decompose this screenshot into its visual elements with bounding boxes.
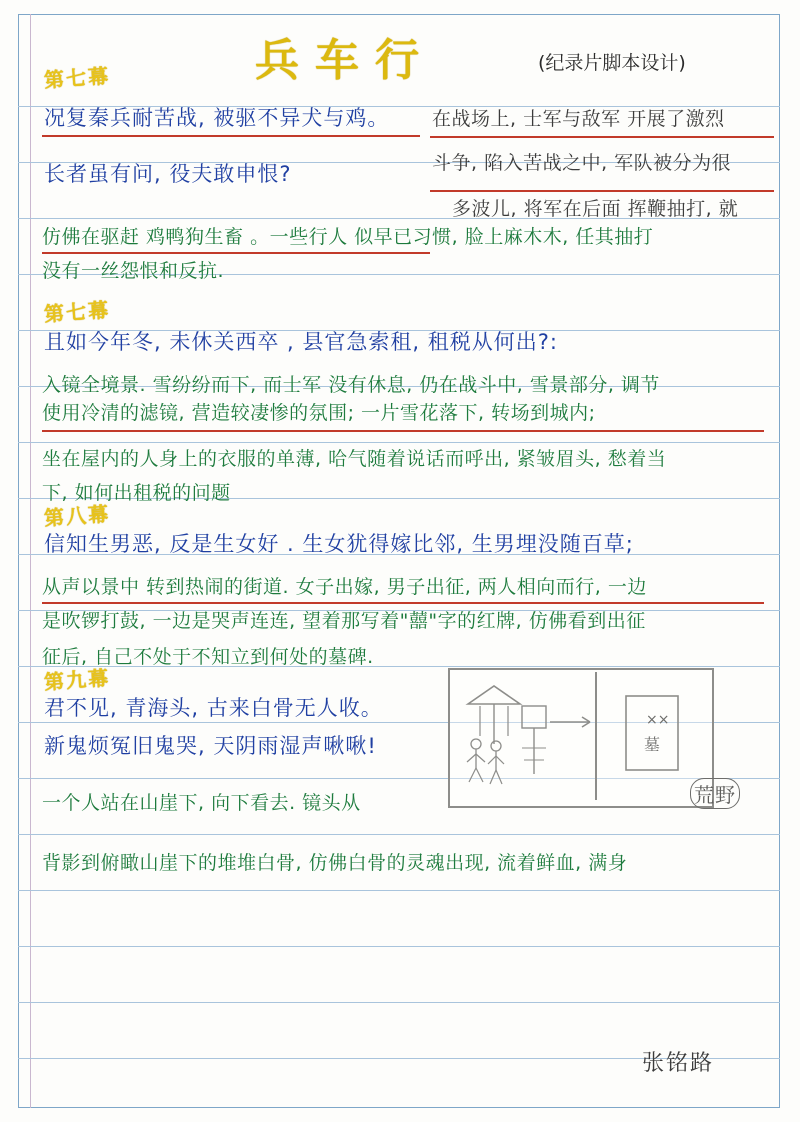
red-underline [430,136,774,138]
verse-line: 且如今年冬, 未休关西卒 , 县官急索租, 租税从何出?: [44,330,558,354]
red-underline [42,430,764,432]
verse-line: 信知生男恶, 反是生女好 . 生女犹得嫁比邻, 生男埋没随百草; [44,532,634,556]
page-title: 兵车行 [255,35,435,86]
scene-note: 使用冷清的滤镜, 营造较凄惨的氛围; 一片雪花落下, 转场到城内; [42,402,596,424]
scene-note: 一个人站在山崖下, 向下看去. 镜头从 [42,792,361,814]
red-underline [42,602,764,604]
scene-note: 征后, 自己不处于不知立到何处的墓碑. [42,646,374,668]
scene-tag-1: 第七幕 [43,65,111,93]
scene-note: 没有一丝怨恨和反抗. [42,260,225,282]
scene-note: 是吹锣打鼓, 一边是哭声连连, 望着那写着"囍"字的红牌, 仿佛看到出征 [42,610,646,632]
scene-tag-3: 第八幕 [43,503,111,531]
scene-note: 斗争, 陷入苦战之中, 军队被分为很 [432,152,732,174]
scene-note: 从声以景中 转到热闹的街道. 女子出嫁, 男子出征, 两人相向而行, 一边 [42,576,647,598]
scene-note: 多波儿, 将军在后面 挥鞭抽打, 就 [452,198,739,220]
red-underline [42,252,430,254]
scene-note: 背影到俯瞰山崖下的堆堆白骨, 仿佛白骨的灵魂出现, 流着鲜血, 满身 [42,852,628,874]
verse-line: 况复秦兵耐苦战, 被驱不异犬与鸡。 [44,106,390,130]
svg-text:××: ×× [646,712,670,728]
svg-text:墓: 墓 [644,735,661,754]
red-underline [42,135,420,137]
scene-note: 在战场上, 士军与敌军 开展了激烈 [432,108,725,130]
scene-note: 仿佛在驱赶 鸡鸭狗生畜 。一些行人 似早已习惯, 脸上麻木木, 任其抽打 [42,226,654,248]
red-underline [430,190,774,192]
verse-line: 君不见, 青海头, 古来白骨无人收。 [44,696,383,720]
verse-line: 新鬼烦冤旧鬼哭, 天阴雨湿声啾啾! [44,734,377,758]
scene-note: 坐在屋内的人身上的衣服的单薄, 哈气随着说话而呼出, 紧皱眉头, 愁着当 [42,448,667,470]
scene-note: 入镜全境景. 雪纷纷而下, 而士军 没有休息, 仍在战斗中, 雪景部分, 调节 [42,374,660,396]
scene-note: 下, 如何出租税的问题 [42,482,231,504]
sketch-drawing [450,670,708,802]
scene-tag-4: 第九幕 [43,667,111,695]
storyboard-sketch [448,668,714,808]
page-subtitle: (纪录片脚本设计) [538,52,686,74]
sketch-label: 荒野 [690,778,740,809]
verse-line: 长者虽有问, 役夫敢申恨? [44,162,292,186]
signature: 张铭路 [641,1051,714,1076]
scene-tag-2: 第七幕 [43,299,111,327]
